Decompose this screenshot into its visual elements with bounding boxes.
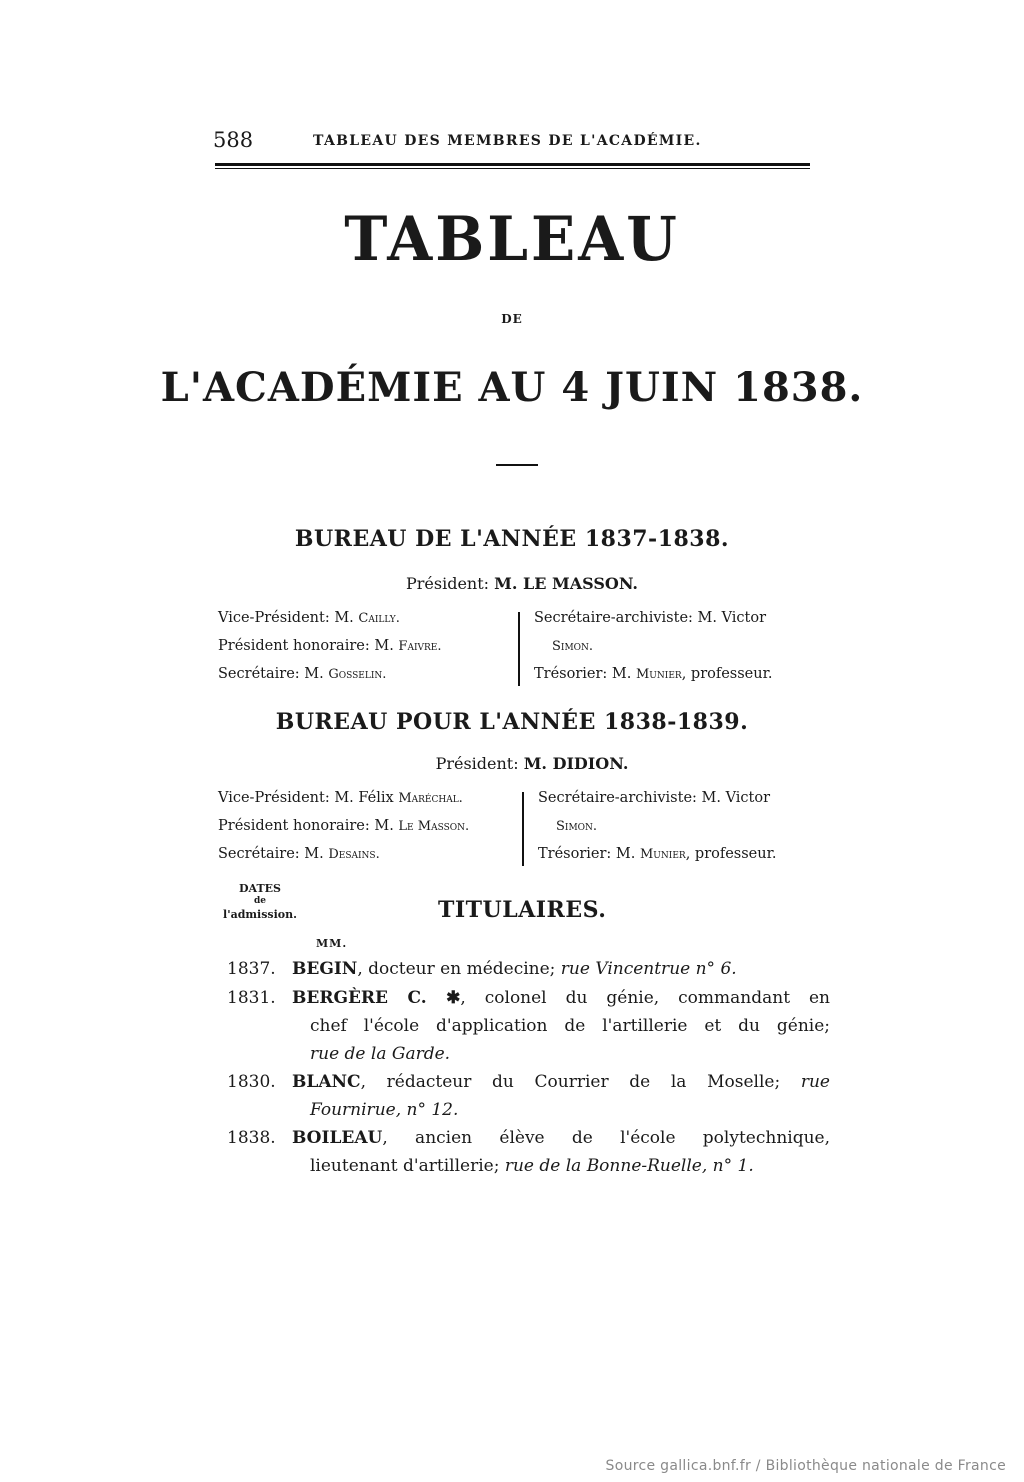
bureau-1838-secretaire-archiviste: Secrétaire-archiviste: M. Victor xyxy=(538,790,771,806)
admission-year: 1838. xyxy=(227,1128,276,1148)
member-name: BLANC xyxy=(292,1072,361,1092)
bureau-1837-vice-president: Vice-Président: M. Cailly. xyxy=(218,610,400,626)
title-connector: DE xyxy=(501,312,523,326)
entry-line: BOILEAU, ancien élève de l'école polytechnique, xyxy=(292,1128,830,1148)
bureau-1838-column-divider xyxy=(522,792,524,866)
admission-year: 1837. xyxy=(227,959,276,979)
bureau-1838-president-honoraire: Président honoraire: M. Le Masson. xyxy=(218,818,470,834)
bureau-1837-column-divider xyxy=(518,612,520,686)
admission-year: 1830. xyxy=(227,1072,276,1092)
bureau-1837-secretaire-archiviste: Secrétaire-archiviste: M. Victor xyxy=(534,610,767,626)
bureau-1837-president-honoraire: Président honoraire: M. Faivre. xyxy=(218,638,442,654)
header-rule-thick xyxy=(215,163,810,166)
bureau-1838-tresorier: Trésorier: M. Munier, professeur. xyxy=(538,846,777,862)
bureau-1838-secretaire: Secrétaire: M. Desains. xyxy=(218,846,380,862)
messieurs-abbreviation: MM. xyxy=(316,937,348,950)
entry-line: BERGÈRE C. ✱, colonel du génie, commandant en xyxy=(292,988,830,1008)
president-name: M. LE MASSON. xyxy=(494,574,638,593)
dates-admission-label: DATES de l'admission. xyxy=(223,882,297,921)
president-name: M. DIDION. xyxy=(523,754,629,773)
entry-line: lieutenant d'artillerie; rue de la Bonne-Ruelle, n° 1. xyxy=(310,1156,754,1176)
entry-line: rue de la Garde. xyxy=(310,1044,451,1064)
bureau-1837-heading: BUREAU DE L'ANNÉE 1837-1838. xyxy=(294,526,730,552)
titulaires-heading: TITULAIRES. xyxy=(438,897,607,923)
admission-year: 1831. xyxy=(227,988,276,1008)
president-label: Président: xyxy=(406,574,490,593)
source-attribution: Source gallica.bnf.fr / Bibliothèque nationale de France xyxy=(605,1458,1006,1474)
bureau-1837-president xyxy=(0,574,1024,593)
entry-line: BLANC, rédacteur du Courrier de la Moselle; rue xyxy=(292,1072,830,1092)
bureau-1837-archiviste-name: Simon. xyxy=(552,639,594,654)
entry-line: chef l'école d'application de l'artillerie et du génie; xyxy=(310,1016,830,1036)
entry-line: BEGIN, docteur en médecine; rue Vincentrue n° 6. xyxy=(292,959,737,979)
bureau-1838-archiviste-name: Simon. xyxy=(556,819,598,834)
member-name: BERGÈRE C. ✱ xyxy=(292,988,461,1008)
entry-line: Fournirue, n° 12. xyxy=(310,1100,459,1120)
page-subtitle: L'ACADÉMIE AU 4 JUIN 1838. xyxy=(160,364,864,411)
member-name: BEGIN xyxy=(292,959,358,979)
bureau-1838-president xyxy=(0,754,1024,773)
bureau-1837-secretaire: Secrétaire: M. Gosselin. xyxy=(218,666,387,682)
bureau-1838-heading: BUREAU POUR L'ANNÉE 1838-1839. xyxy=(275,709,749,735)
page-number: 588 xyxy=(213,128,254,152)
page-title: TABLEAU xyxy=(344,203,680,275)
header-rule-thin xyxy=(215,168,810,169)
title-divider xyxy=(496,464,538,466)
running-head xyxy=(213,128,813,158)
president-label: Président: xyxy=(435,754,519,773)
running-title: TABLEAU DES MEMBRES DE L'ACADÉMIE. xyxy=(313,133,702,149)
bureau-1838-vice-president: Vice-Président: M. Félix Maréchal. xyxy=(218,790,463,806)
bureau-1837-tresorier: Trésorier: M. Munier, professeur. xyxy=(534,666,773,682)
member-name: BOILEAU xyxy=(292,1128,383,1148)
